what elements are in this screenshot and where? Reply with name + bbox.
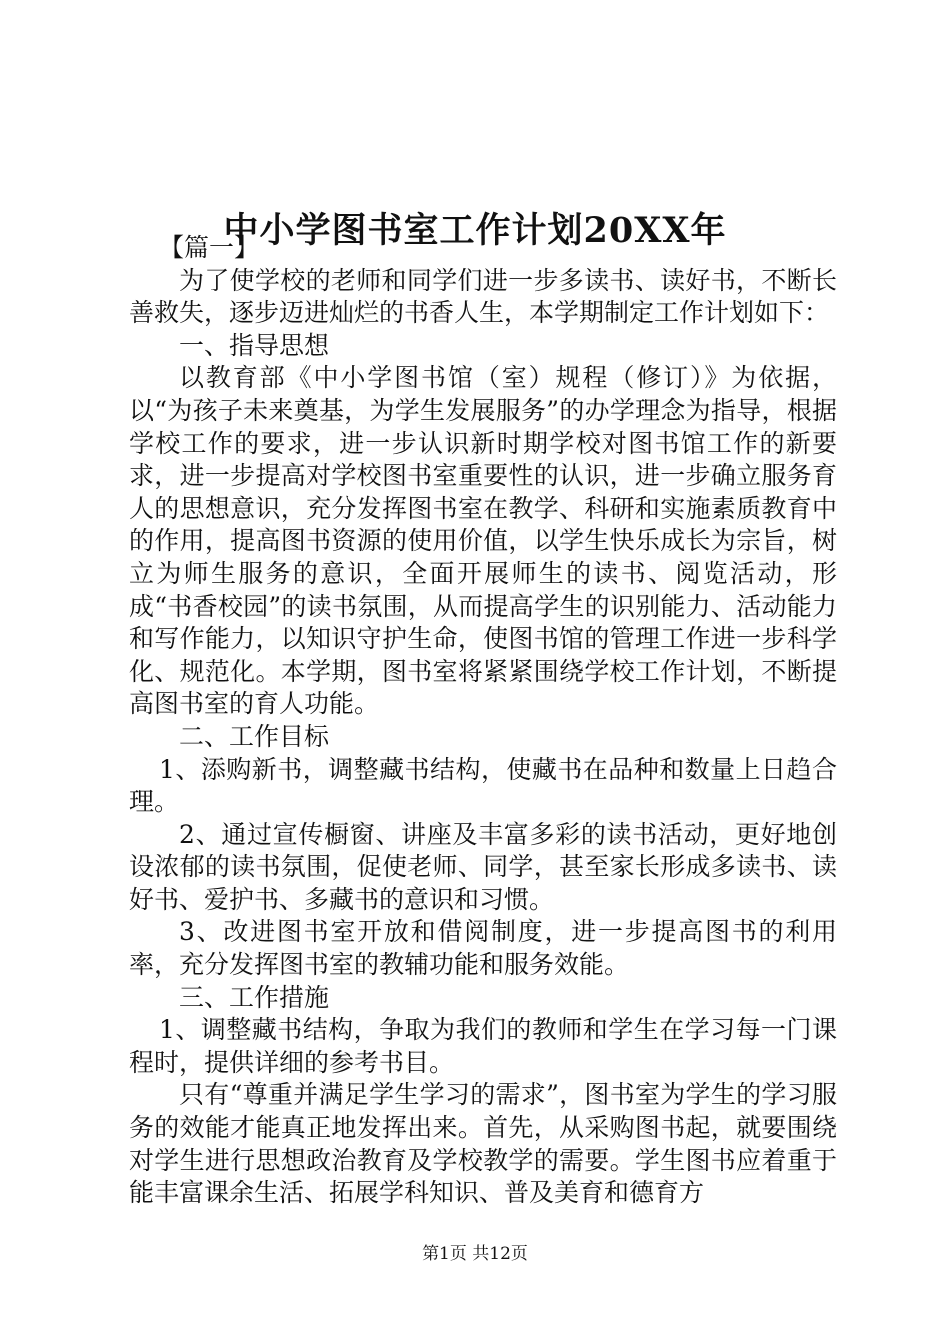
measure-paragraph: 只有“尊重并满足学生学习的需求”，图书室为学生的学习服务的效能才能真正地发挥出来。首先，从采购图书起，就要围绕对学生进行思想政治教育及学校教学的需要。学生图书应着重于能丰富课余生活、拓展学科知识、普及美育和德育方: [129, 1080, 837, 1208]
goal-item-3: 3、改进图书室开放和借阅制度，进一步提高图书的利用率，充分发挥图书室的教辅功能和服务效能。: [129, 917, 837, 980]
measure-item-1: 1、调整藏书结构，争取为我们的教师和学生在学习每一门课程时，提供详细的参考书目。: [129, 1015, 837, 1077]
goal-item-2: 2、通过宣传橱窗、讲座及丰富多彩的读书活动，更好地创设浓郁的读书氛围，促使老师、同学，甚至家长形成多读书、读好书、爱护书、多藏书的意识和习惯。: [129, 819, 837, 914]
heading-guiding-ideology: 一、指导思想: [179, 330, 330, 360]
document-body: [129, 232, 837, 1210]
heading-work-measures: 三、工作措施: [179, 982, 330, 1012]
document-title: 中小学图书室工作计划20XX年: [223, 210, 727, 252]
page-footer: 第1页 共12页: [422, 1244, 528, 1264]
heading-work-goals: 二、工作目标: [179, 721, 330, 751]
section-label: 【篇一】: [159, 233, 260, 262]
goal-item-1: 1、添购新书，调整藏书结构，使藏书在品种和数量上日趋合理。: [129, 754, 837, 817]
guiding-ideology-paragraph: 以教育部《中小学图书馆（室）规程（修订）》为依据，以“为孩子未来奠基，为学生发展服务”的办学理念为指导，根据学校工作的要求，进一步认识新时期学校对图书馆工作的新要求，进一步提高对学校图书室重要性的认识，进一步确立服务育人的思想意识，充分发挥图书室在教学、科研和实施素质教育中的作用，提高图书资源的使用价值，以学生快乐成长为宗旨，树立为师生服务的意识，全面开展师生的读书、阅览活动，形成“书香校园”的读书氛围，从而提高学生的识别能力、活动能力和写作能力，以知识守护生命，使图书馆的管理工作进一步科学化、规范化。本学期，图书室将紧紧围绕学校工作计划，不断提高图书室的育人功能。: [129, 363, 837, 719]
intro-paragraph: 为了使学校的老师和同学们进一步多读书、读好书，不断长善救失，逐步迈进灿烂的书香人生，本学期制定工作计划如下：: [129, 265, 837, 328]
